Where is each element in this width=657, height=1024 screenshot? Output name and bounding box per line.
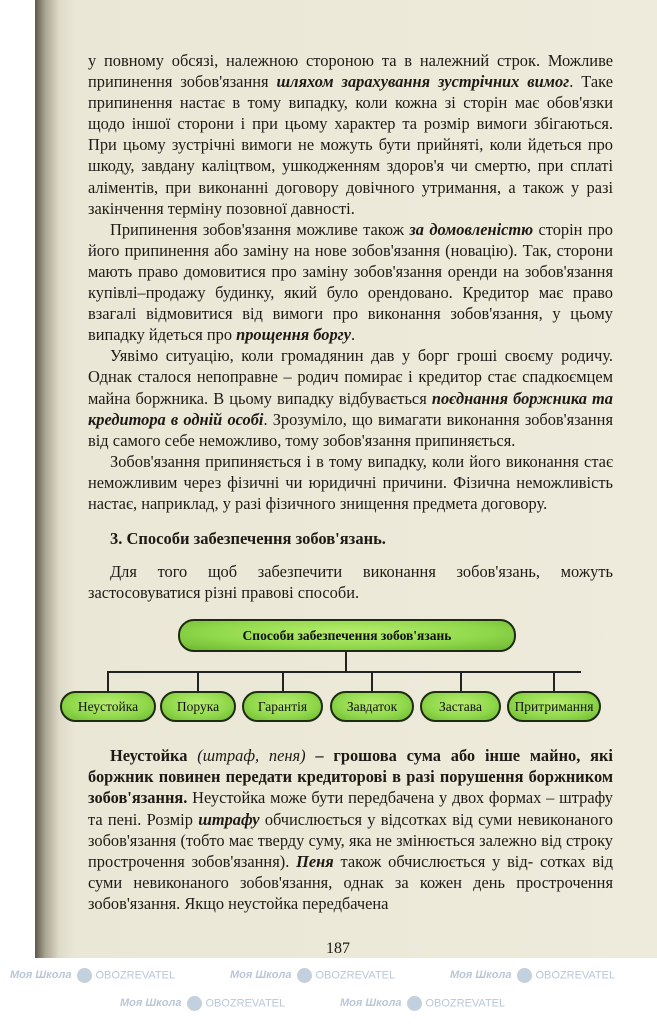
diagram-child-node: Притримання — [507, 691, 601, 722]
paragraph — [88, 345, 613, 450]
text-segment: Припинення зобов'язання можливе також — [110, 219, 410, 239]
watermark-brand: Моя Школа — [10, 969, 72, 982]
section-heading: 3. Способи забезпечення зобов'язань. — [110, 529, 386, 549]
paragraph — [88, 50, 613, 219]
watermark — [230, 968, 395, 983]
watermark — [10, 968, 175, 983]
watermark — [340, 996, 505, 1011]
emphasis-text: штрафу — [198, 809, 260, 829]
text-segment: Уявімо ситуацію, коли громадянин дав у борг гроші своєму родичу. Однак сталося непоправне – родич помирає і кредитор стає спадкоємцем майна боржника. В цьому випадку відбувається — [88, 346, 613, 408]
watermark-logo-icon — [407, 996, 422, 1011]
text-segment: також обчислюється у від- сотках від суми невиконаного зобов'язання, однак за кожен день прострочення зобов'язання. Якщо неустойка передбачена — [88, 851, 613, 913]
emphasis-text: Неустойка — [110, 746, 188, 766]
connector-line — [371, 672, 373, 692]
watermark-logo-icon — [77, 968, 92, 983]
connector-line — [460, 672, 462, 692]
diagram-security-methods — [0, 619, 657, 723]
diagram-child-node: Неустойка — [60, 691, 156, 722]
definition-paragraph — [88, 745, 613, 914]
text-segment — [187, 746, 197, 765]
text-segment: обчислюється у відсотках від суми невиконаного зобов'язання (тобто має тверду суму, яка не змінюється залежно від строку прострочення зобов'язання). — [88, 809, 613, 871]
watermark-brand: OBOZREVATEL — [315, 969, 396, 982]
watermark-brand: OBOZREVATEL — [535, 969, 616, 982]
text-segment: сторін про його припинення або заміну на нове зобов'язання (новацію). Так, сторони мають право домовитися про заміну зобов'язання оренди на зобов'язання купівлі–продажу будинку, який було орендовано. Кредитор має право взагалі відмовитися від вимоги про виконання зобов'язання, у цьому випадку йдеться про — [88, 219, 613, 345]
paragraph — [88, 451, 613, 514]
watermark-brand: Моя Школа — [340, 997, 402, 1010]
diagram-child-node: Застава — [420, 691, 501, 722]
text-segment: . Зрозуміло, що вимагати виконання зобов'язання від самого себе неможливо, тому зобов'язання припиняється. — [88, 409, 613, 450]
emphasis-text: за домовленістю — [409, 219, 534, 239]
watermark — [450, 968, 615, 983]
connector-line — [345, 652, 347, 672]
page-number: 187 — [326, 940, 350, 957]
body-text — [88, 50, 613, 514]
diagram-child-node: Гарантія — [242, 691, 323, 722]
connector-line — [107, 671, 581, 673]
diagram-child-node: Завдаток — [330, 691, 414, 722]
watermark-logo-icon — [187, 996, 202, 1011]
watermark — [120, 996, 285, 1011]
emphasis-text: – грошова сума або інше майно, які боржник повинен передати кредиторові в разі порушення боржником зобов'язання. — [88, 746, 613, 808]
emphasis-text: Пеня — [296, 851, 334, 871]
watermark-brand: OBOZREVATEL — [425, 997, 506, 1010]
text-segment: . — [350, 325, 356, 345]
connector-line — [553, 672, 555, 692]
emphasis-text: шляхом зарахування зустрічних вимог — [276, 72, 570, 92]
connector-line — [107, 672, 109, 692]
connector-line — [282, 672, 284, 692]
watermark-brand: Моя Школа — [120, 997, 182, 1010]
diagram-root-node: Способи забезпечення зобов'язань — [178, 619, 516, 652]
section-intro: Для того щоб забезпечити виконання зобов'язань, можуть застосовуватися різні правові способи. — [88, 562, 613, 603]
emphasis-text: (штраф, пеня) — [197, 746, 306, 766]
paragraph — [88, 219, 613, 346]
text-segment: . Таке припинення настає в тому випадку, коли кожна зі сторін має обов'язки щодо іншої сторони і при цьому характер та розмір вимоги збігаються. При цьому зустрічні вимоги не можуть бути прийняті, коли йдеться про шкоду, завдану каліцтвом, ушкодженням здоров'я чи смертю, при сплаті аліментів, при виконанні договору довічного утримання, а також у разі закінчення терміну позовної давності. — [88, 72, 613, 218]
page-content — [77, 0, 614, 959]
text-segment: у повному обсязі, належною стороною та в належний строк. Можливе припинення зобов'язання — [88, 51, 613, 92]
text-segment: Неустойка може бути передбачена у двох формах – штрафу та пені. Розмір — [88, 788, 613, 829]
watermark-brand: OBOZREVATEL — [205, 997, 286, 1010]
emphasis-text: прощення боргу — [236, 325, 351, 345]
diagram-child-node: Порука — [160, 691, 236, 722]
text-segment: Зобов'язання припиняється і в тому випадку, коли його виконання стає неможливим через фізичні чи юридичні причини. Фізична неможливість настає, наприклад, у разі фізичного знищення предмета договору. — [88, 451, 613, 513]
connector-line — [197, 672, 199, 692]
emphasis-text: поєднання боржника та кредитора в одній особі — [88, 388, 614, 429]
watermark-logo-icon — [517, 968, 532, 983]
watermark-brand: OBOZREVATEL — [95, 969, 176, 982]
watermark-brand: Моя Школа — [450, 969, 512, 982]
watermark-logo-icon — [297, 968, 312, 983]
watermark-brand: Моя Школа — [230, 969, 292, 982]
